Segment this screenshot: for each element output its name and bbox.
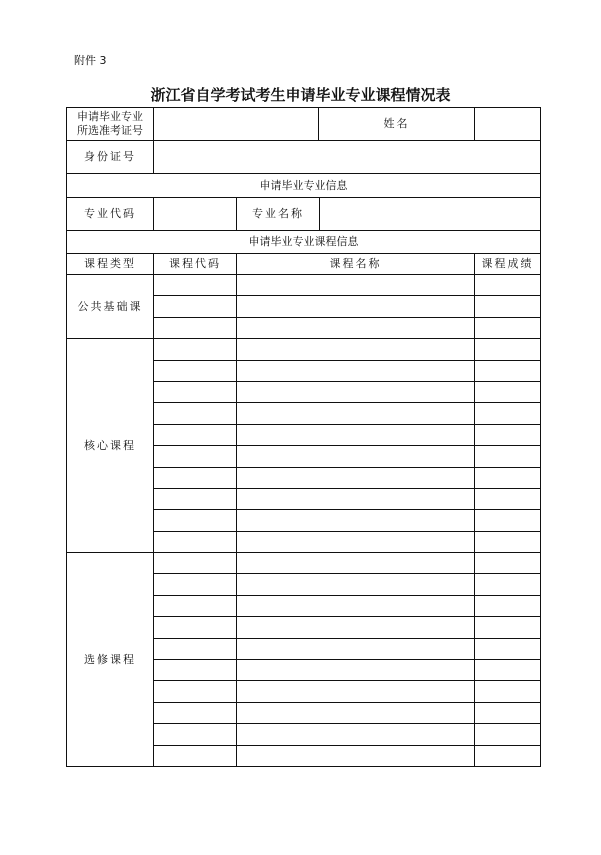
course-name-input[interactable] xyxy=(237,724,475,745)
column-course-score: 课程成绩 xyxy=(475,254,541,275)
course-score-input[interactable] xyxy=(475,339,541,360)
major-name-field xyxy=(237,198,541,231)
course-code-input[interactable] xyxy=(154,467,237,488)
major-section-heading-row xyxy=(67,174,541,198)
major-info-row xyxy=(67,198,541,231)
course-name-input[interactable] xyxy=(237,467,475,488)
course-code-input[interactable] xyxy=(154,660,237,681)
name-label: 姓名 xyxy=(383,117,410,130)
column-course-name: 课程名称 xyxy=(237,254,475,275)
course-code-input[interactable] xyxy=(154,595,237,616)
name-input[interactable] xyxy=(475,108,541,141)
admission-no-label xyxy=(67,108,154,141)
course-name-input[interactable] xyxy=(237,574,475,595)
course-code-input[interactable] xyxy=(154,681,237,702)
id-no-label: 身份证号 xyxy=(67,141,154,174)
course-name-input[interactable] xyxy=(237,702,475,723)
course-code-input[interactable] xyxy=(154,317,237,338)
column-course-code: 课程代码 xyxy=(154,254,237,275)
course-column-header-row xyxy=(67,254,541,275)
course-name-input[interactable] xyxy=(237,403,475,424)
course-name-input[interactable] xyxy=(237,296,475,317)
course-section-heading-row xyxy=(67,231,541,254)
id-no-input[interactable] xyxy=(154,141,541,174)
course-name-input[interactable] xyxy=(237,745,475,766)
course-row xyxy=(67,275,541,296)
major-code-input[interactable] xyxy=(154,198,237,231)
course-name-input[interactable] xyxy=(237,638,475,659)
column-course-type: 课程类型 xyxy=(67,254,154,275)
form-title: 浙江省自学考试考生申请毕业专业课程情况表 xyxy=(150,86,451,104)
course-name-input[interactable] xyxy=(237,381,475,402)
course-name-input[interactable] xyxy=(237,446,475,467)
course-score-input[interactable] xyxy=(475,381,541,402)
course-score-input[interactable] xyxy=(475,574,541,595)
course-score-input[interactable] xyxy=(475,510,541,531)
course-name-input[interactable] xyxy=(237,660,475,681)
id-row xyxy=(67,141,541,174)
course-row xyxy=(67,339,541,360)
course-score-input[interactable] xyxy=(475,617,541,638)
course-code-input[interactable] xyxy=(154,638,237,659)
course-name-input[interactable] xyxy=(237,339,475,360)
course-score-input[interactable] xyxy=(475,638,541,659)
major-code-label: 专业代码 xyxy=(67,198,154,231)
course-score-input[interactable] xyxy=(475,681,541,702)
admission-no-label-line2: 所选准考证号 xyxy=(77,124,143,137)
course-code-input[interactable] xyxy=(154,296,237,317)
course-name-input[interactable] xyxy=(237,595,475,616)
course-code-input[interactable] xyxy=(154,424,237,445)
course-type-cell: 公共基础课 xyxy=(67,275,154,339)
course-code-input[interactable] xyxy=(154,531,237,552)
course-code-input[interactable] xyxy=(154,510,237,531)
course-code-input[interactable] xyxy=(154,403,237,424)
course-code-input[interactable] xyxy=(154,745,237,766)
course-score-input[interactable] xyxy=(475,553,541,574)
course-code-input[interactable] xyxy=(154,724,237,745)
course-score-input[interactable] xyxy=(475,424,541,445)
course-score-input[interactable] xyxy=(475,467,541,488)
course-name-input[interactable] xyxy=(237,510,475,531)
course-code-input[interactable] xyxy=(154,553,237,574)
course-score-input[interactable] xyxy=(475,724,541,745)
course-name-input[interactable] xyxy=(237,553,475,574)
course-score-input[interactable] xyxy=(475,317,541,338)
course-score-input[interactable] xyxy=(475,488,541,509)
course-name-input[interactable] xyxy=(237,360,475,381)
course-code-input[interactable] xyxy=(154,275,237,296)
course-section-heading: 申请毕业专业课程信息 xyxy=(67,231,541,254)
course-type-cell: 核心课程 xyxy=(67,339,154,553)
course-score-input[interactable] xyxy=(475,296,541,317)
course-score-input[interactable] xyxy=(475,660,541,681)
application-form-table xyxy=(66,107,541,767)
course-name-input[interactable] xyxy=(237,681,475,702)
admission-row xyxy=(67,108,541,141)
admission-no-field[interactable] xyxy=(154,108,475,141)
course-score-input[interactable] xyxy=(475,446,541,467)
course-name-input[interactable] xyxy=(237,275,475,296)
course-code-input[interactable] xyxy=(154,360,237,381)
course-score-input[interactable] xyxy=(475,403,541,424)
course-code-input[interactable] xyxy=(154,339,237,360)
course-score-input[interactable] xyxy=(475,360,541,381)
course-score-input[interactable] xyxy=(475,275,541,296)
attachment-label: 附件 3 xyxy=(74,54,107,67)
admission-no-input[interactable] xyxy=(154,108,319,140)
course-name-input[interactable] xyxy=(237,617,475,638)
course-code-input[interactable] xyxy=(154,617,237,638)
course-score-input[interactable] xyxy=(475,702,541,723)
course-score-input[interactable] xyxy=(475,595,541,616)
course-code-input[interactable] xyxy=(154,446,237,467)
major-section-heading: 申请毕业专业信息 xyxy=(67,174,541,198)
major-name-label: 专业名称 xyxy=(237,198,320,230)
course-code-input[interactable] xyxy=(154,574,237,595)
major-name-input[interactable] xyxy=(320,198,541,230)
course-code-input[interactable] xyxy=(154,702,237,723)
course-name-input[interactable] xyxy=(237,488,475,509)
course-name-input[interactable] xyxy=(237,531,475,552)
course-type-cell: 选修课程 xyxy=(67,553,154,767)
course-name-input[interactable] xyxy=(237,317,475,338)
admission-no-label-line1: 申请毕业专业 xyxy=(77,110,143,123)
course-score-input[interactable] xyxy=(475,745,541,766)
course-name-input[interactable] xyxy=(237,424,475,445)
course-code-input[interactable] xyxy=(154,381,237,402)
course-score-input[interactable] xyxy=(475,531,541,552)
course-row xyxy=(67,553,541,574)
course-code-input[interactable] xyxy=(154,488,237,509)
